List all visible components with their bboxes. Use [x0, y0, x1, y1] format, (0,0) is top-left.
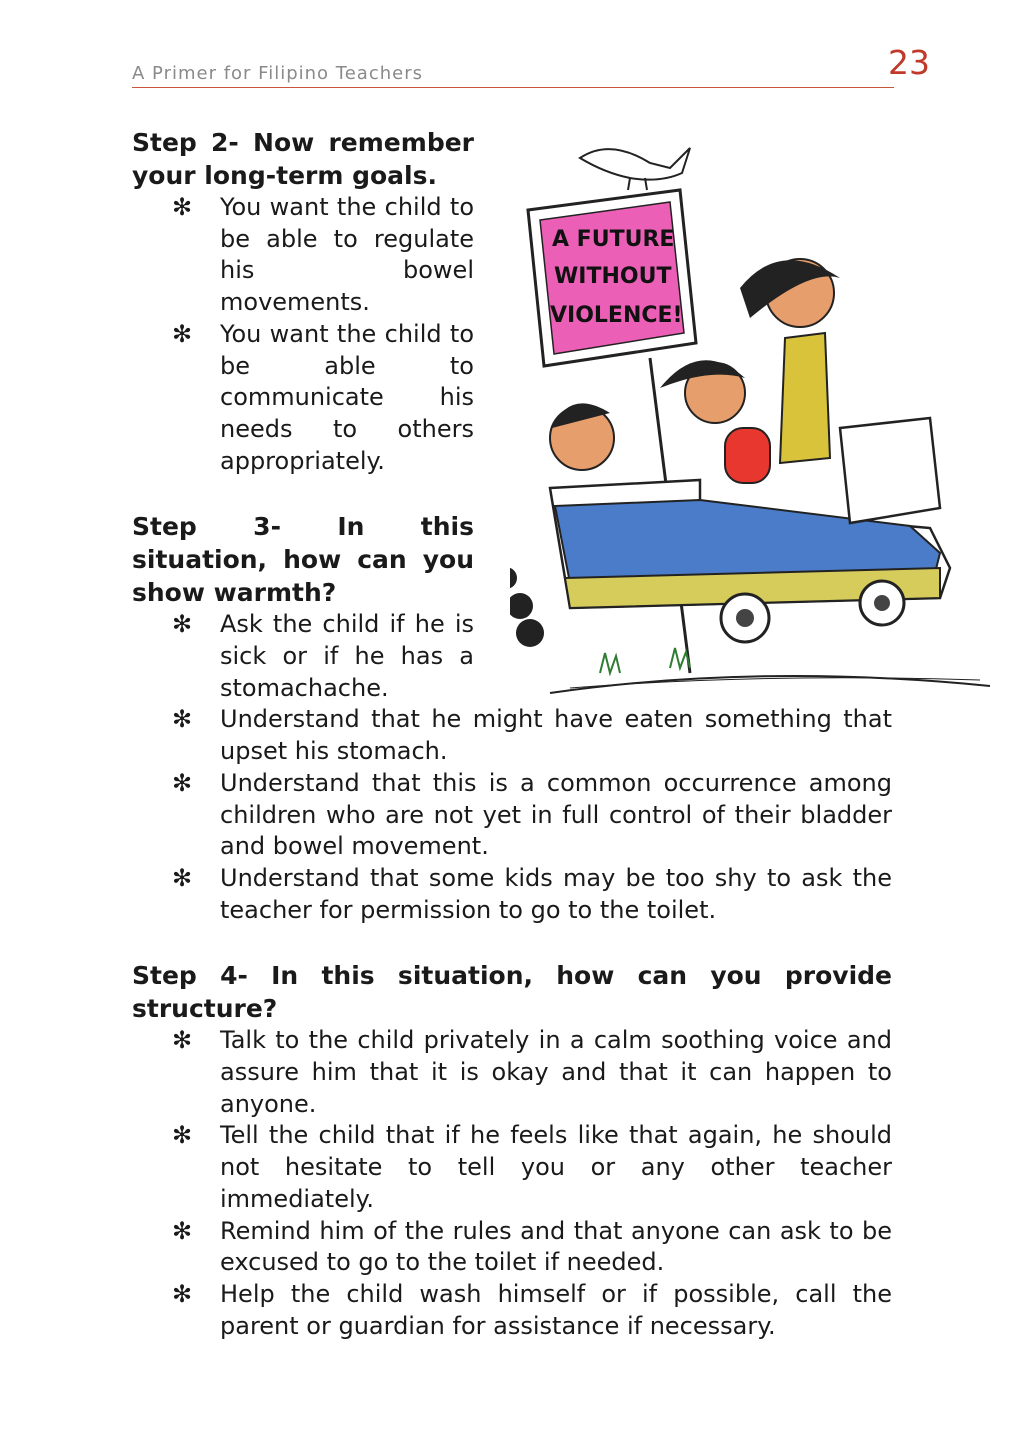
bullet-star-icon: ✻	[172, 863, 193, 892]
step-3-list	[132, 609, 892, 926]
step-4-heading: Step 4- In this situation, how can you provide structure?	[132, 961, 892, 1024]
bullet-star-icon: ✻	[172, 768, 193, 797]
list-item: ✻ Talk to the child privately in a calm soothing voice and assure him that it is okay and that it can happen to anyone.	[172, 1026, 892, 1118]
list-item: ✻ Help the child wash himself or if possible, call the parent or guardian for assistance if necessary.	[172, 1279, 892, 1340]
step-4-section	[132, 959, 892, 1342]
bullet-star-icon: ✻	[172, 193, 193, 221]
page-header	[132, 43, 930, 88]
step-4-list	[132, 1025, 892, 1342]
list-item: ✻ Tell the child that if he feels like that again, he should not hesitate to tell you or any other teacher immediately.	[172, 1121, 892, 1213]
list-item: ✻ You want the child to be able to regulate his bowel movements.	[172, 193, 474, 317]
page-number: 23	[888, 43, 930, 82]
step-2-heading: Step 2- Now remember your long-term goals.	[132, 128, 474, 190]
step-2-list	[132, 192, 892, 477]
list-item: ✻ Ask the child if he is sick or if he has a stomachache.	[172, 610, 474, 702]
sign-line-3: VIOLENCE!	[550, 303, 683, 328]
page-content	[132, 126, 892, 1342]
bullet-star-icon: ✻	[172, 1026, 193, 1055]
bullet-star-icon: ✻	[172, 1279, 193, 1308]
list-item: ✻ You want the child to be able to communicate his needs to others appropriately.	[172, 319, 474, 475]
bullet-star-icon: ✻	[172, 319, 193, 348]
bullet-star-icon: ✻	[172, 1121, 193, 1150]
sign-line-2: WITHOUT	[554, 264, 672, 289]
list-item: ✻ Understand that this is a common occurrence among children who are not yet in full control of their bladder and bowel movement.	[172, 768, 892, 861]
header-rule	[132, 87, 894, 88]
step-3-section	[132, 510, 892, 926]
step-2-section	[132, 126, 892, 477]
list-item: ✻ Understand that he might have eaten something that upset his stomach.	[172, 705, 892, 766]
sign-line-1: A FUTURE	[552, 227, 675, 252]
header-title: A Primer for Filipino Teachers	[132, 63, 423, 84]
bullet-star-icon: ✻	[172, 610, 193, 639]
list-item: ✻ Remind him of the rules and that anyone can ask to be excused to go to the toilet if needed.	[172, 1216, 892, 1277]
bullet-star-icon: ✻	[172, 1216, 193, 1245]
list-item: ✻ Understand that some kids may be too shy to ask the teacher for permission to go to the toilet.	[172, 863, 892, 924]
bullet-star-icon: ✻	[172, 705, 193, 734]
step-3-heading: Step 3- In this situation, how can you show warmth?	[132, 512, 474, 608]
